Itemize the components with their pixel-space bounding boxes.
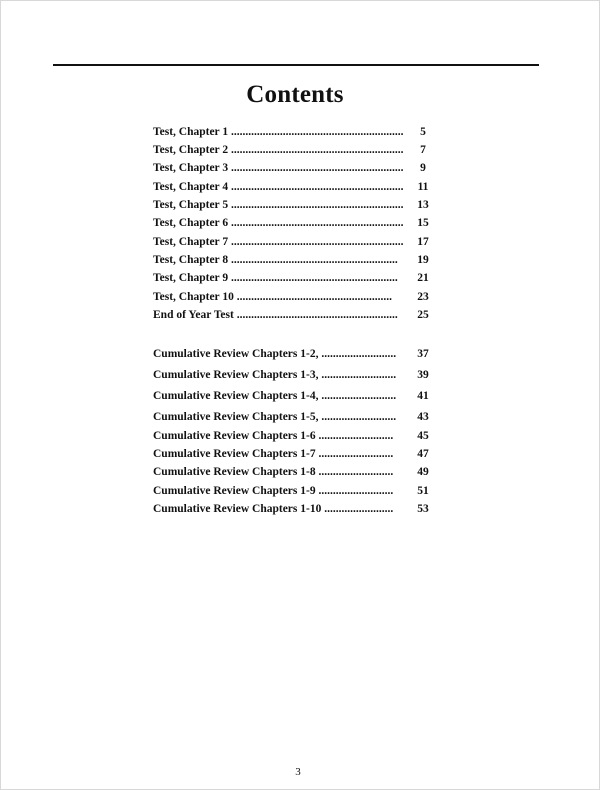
toc-entry-test-chapter-5 xyxy=(153,199,443,215)
toc-entry-end-of-year-test xyxy=(153,309,443,325)
page-number: 3 xyxy=(295,766,301,778)
toc-entry-test-chapter-8 xyxy=(153,254,443,270)
toc-entry-test-chapter-1 xyxy=(153,126,443,142)
toc-entry-page: 45 xyxy=(417,430,429,442)
toc-entry-page: 11 xyxy=(417,181,429,193)
page-title: Contents xyxy=(246,81,344,108)
toc-entry-page: 21 xyxy=(417,272,429,284)
toc-entry-test-chapter-6 xyxy=(153,217,443,233)
toc-entry-test-chapter-2 xyxy=(153,144,443,160)
toc-entry-page: 25 xyxy=(417,309,429,321)
toc-entry-review-1-8 xyxy=(153,466,443,482)
toc-entry-label: Cumulative Review Chapters 1-8 .......................... xyxy=(153,466,394,478)
toc-entry-label: Test, Chapter 3 ............................................................ xyxy=(153,162,404,174)
toc-entry-review-1-7 xyxy=(153,448,443,464)
toc-entry-label: Test, Chapter 8 .......................................................... xyxy=(153,254,398,266)
toc-entry-label: Test, Chapter 1 ............................................................ xyxy=(153,126,404,138)
toc-entry-page: 47 xyxy=(417,448,429,460)
toc-entry-label: Cumulative Review Chapters 1-5, .......................... xyxy=(153,411,397,423)
toc-entry-label: Cumulative Review Chapters 1-7 .......................... xyxy=(153,448,394,460)
toc-entry-test-chapter-9 xyxy=(153,272,443,288)
toc-entry-page: 51 xyxy=(417,485,429,497)
toc-entry-label: End of Year Test ........................................................ xyxy=(153,309,398,321)
toc-entry-label: Cumulative Review Chapters 1-6 .......................... xyxy=(153,430,394,442)
toc-entry-review-1-4 xyxy=(153,390,443,406)
toc-entry-review-1-5 xyxy=(153,411,443,427)
toc-entry-page: 23 xyxy=(417,291,429,303)
toc-entry-page: 5 xyxy=(420,126,426,138)
toc-entry-review-1-9 xyxy=(153,485,443,501)
toc-entry-page: 39 xyxy=(417,369,429,381)
toc-entry-page: 13 xyxy=(417,199,429,211)
toc-entry-label: Test, Chapter 4 ............................................................ xyxy=(153,181,404,193)
toc-entry-page: 7 xyxy=(420,144,426,156)
toc-entry-page: 17 xyxy=(417,236,429,248)
toc-entry-review-1-2 xyxy=(153,348,443,364)
toc-entry-review-1-3 xyxy=(153,369,443,385)
toc-entry-page: 43 xyxy=(417,411,429,423)
toc-entry-label: Cumulative Review Chapters 1-3, .......................... xyxy=(153,369,397,381)
toc-entry-test-chapter-10 xyxy=(153,291,443,307)
toc-entry-label: Cumulative Review Chapters 1-2, .......................... xyxy=(153,348,397,360)
toc-entry-test-chapter-3 xyxy=(153,162,443,178)
toc-entry-page: 49 xyxy=(417,466,429,478)
toc-entry-label: Test, Chapter 10 ...................................................... xyxy=(153,291,392,303)
toc-entry-test-chapter-7 xyxy=(153,236,443,252)
toc-entry-review-1-10 xyxy=(153,503,443,519)
toc-entry-page: 15 xyxy=(417,217,429,229)
toc-entry-label: Cumulative Review Chapters 1-4, .......................... xyxy=(153,390,397,402)
toc-entry-page: 9 xyxy=(420,162,426,174)
toc-entry-test-chapter-4 xyxy=(153,181,443,197)
toc-entry-label: Test, Chapter 2 ............................................................ xyxy=(153,144,404,156)
toc-entry-label: Test, Chapter 9 .......................................................... xyxy=(153,272,398,284)
toc-entry-label: Cumulative Review Chapters 1-9 .......................... xyxy=(153,485,394,497)
toc-entry-page: 41 xyxy=(417,390,429,402)
toc-entry-label: Test, Chapter 7 ............................................................ xyxy=(153,236,404,248)
top-rule xyxy=(53,64,539,66)
toc-entry-label: Test, Chapter 6 ............................................................ xyxy=(153,217,404,229)
toc-entry-label: Cumulative Review Chapters 1-10 ........................ xyxy=(153,503,394,515)
toc-entry-label: Test, Chapter 5 ............................................................ xyxy=(153,199,404,211)
toc-entry-page: 37 xyxy=(417,348,429,360)
toc-entry-page: 19 xyxy=(417,254,429,266)
toc-entry-page: 53 xyxy=(417,503,429,515)
toc-entry-review-1-6 xyxy=(153,430,443,446)
